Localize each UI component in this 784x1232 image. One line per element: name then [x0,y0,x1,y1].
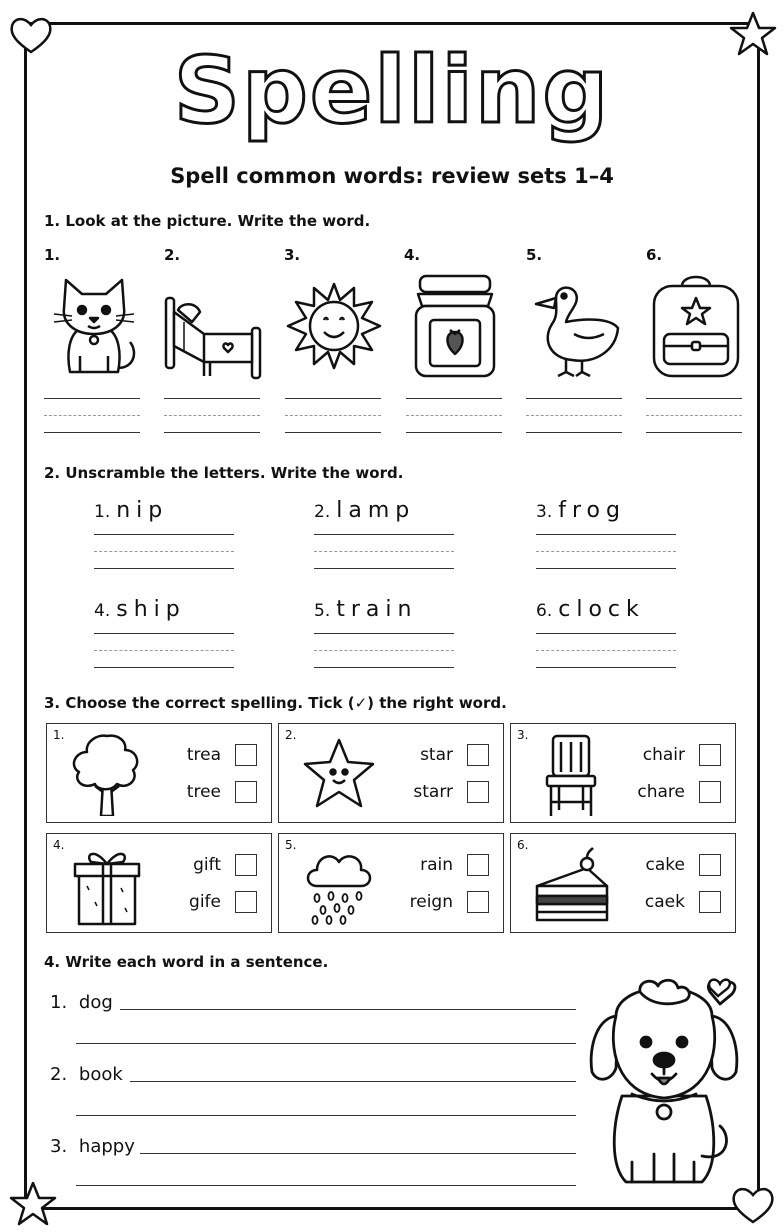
writing-line[interactable] [536,667,676,668]
writing-line[interactable] [646,415,742,416]
tick-checkbox[interactable] [467,781,489,803]
writing-line[interactable] [44,432,140,433]
item-number: 5. [314,601,331,621]
writing-line[interactable] [94,633,234,634]
cat-icon [44,272,144,382]
writing-line[interactable] [406,432,502,433]
scrambled-letters: frog [558,498,626,523]
spelling-option-text: trea [186,745,221,765]
writing-line[interactable] [526,398,622,399]
writing-line[interactable] [164,432,260,433]
choice-box [46,723,272,823]
writing-line[interactable] [120,1009,576,1010]
writing-line[interactable] [406,398,502,399]
scrambled-letters: lamp [336,498,416,523]
writing-line[interactable] [94,650,234,651]
duck-icon [526,272,626,382]
unscramble-item [94,597,244,622]
writing-line[interactable] [526,432,622,433]
jam-jar-icon [404,272,504,382]
writing-line[interactable] [76,1115,576,1116]
tick-checkbox[interactable] [467,854,489,876]
item-number: 2. [285,728,297,742]
spelling-option-text: rain [420,855,453,875]
heart-icon [730,1184,776,1226]
chair-icon [531,732,611,816]
writing-line[interactable] [314,568,454,569]
item-number: 3. [50,1136,68,1157]
item-number: 1. [50,992,68,1013]
section-4-title: 4. Write each word in a sentence. [44,953,329,971]
writing-line[interactable] [314,667,454,668]
picture-item [646,246,756,264]
writing-line[interactable] [646,432,742,433]
scrambled-letters: nip [116,498,169,523]
writing-line[interactable] [76,1043,576,1044]
item-number: 1. [53,728,65,742]
item-number: 4. [94,601,111,621]
tick-checkbox[interactable] [699,781,721,803]
writing-line[interactable] [406,415,502,416]
spelling-option-text: tree [186,782,221,802]
item-number: 2. [50,1064,68,1085]
tick-checkbox[interactable] [699,744,721,766]
item-number: 5. [526,246,543,264]
page-title: Spelling [173,37,611,144]
tick-checkbox[interactable] [467,744,489,766]
writing-line[interactable] [76,1185,576,1186]
item-number: 3. [536,502,553,522]
tick-checkbox[interactable] [699,854,721,876]
writing-line[interactable] [285,432,381,433]
writing-line[interactable] [536,568,676,569]
backpack-icon [646,272,746,382]
rain-cloud-icon [299,842,379,926]
item-number: 6. [517,838,529,852]
item-number: 1. [94,502,111,522]
writing-line[interactable] [94,534,234,535]
tick-checkbox[interactable] [699,891,721,913]
item-number: 6. [536,601,553,621]
writing-line[interactable] [314,551,454,552]
spelling-option-text: gift [193,855,221,875]
tick-checkbox[interactable] [235,781,257,803]
choice-box [510,833,736,933]
item-number: 2. [164,246,181,264]
sentence-item [50,992,113,1013]
picture-item [404,246,514,264]
unscramble-item [94,498,244,523]
sentence-word: book [78,1064,123,1085]
spelling-option-text: cake [645,855,685,875]
writing-line[interactable] [536,551,676,552]
unscramble-item [314,498,464,523]
section-1-title: 1. Look at the picture. Write the word. [44,212,371,230]
tree-icon [67,732,147,816]
gift-icon [67,842,147,926]
item-number: 3. [517,728,529,742]
tick-checkbox[interactable] [235,744,257,766]
picture-item [284,246,394,264]
tick-checkbox[interactable] [235,891,257,913]
spelling-option-text: reign [409,892,453,912]
item-number: 6. [646,246,663,264]
item-number: 4. [404,246,421,264]
spelling-option-text: chare [637,782,685,802]
section-3-title: 3. Choose the correct spelling. Tick (✓) the right word. [44,694,507,712]
writing-line[interactable] [536,633,676,634]
writing-line[interactable] [285,415,381,416]
puppy-icon [582,976,752,1186]
picture-item [164,246,274,264]
writing-line[interactable] [536,534,676,535]
sun-icon [284,272,384,382]
picture-item [44,246,154,264]
writing-line[interactable] [140,1153,576,1154]
spelling-option-text: star [420,745,453,765]
item-number: 4. [53,838,65,852]
spelling-option-text: chair [642,745,685,765]
writing-line[interactable] [130,1081,576,1082]
section-2-title: 2. Unscramble the letters. Write the word. [44,464,404,482]
star-icon [299,732,379,816]
choice-box [510,723,736,823]
writing-line[interactable] [44,415,140,416]
page-subtitle: Spell common words: review sets 1–4 [170,164,614,188]
choice-box [278,833,504,933]
writing-line[interactable] [314,633,454,634]
writing-line[interactable] [285,398,381,399]
unscramble-item [536,597,686,622]
writing-line[interactable] [44,398,140,399]
writing-line[interactable] [314,534,454,535]
scrambled-letters: clock [558,597,645,622]
item-number: 2. [314,502,331,522]
unscramble-item [536,498,686,523]
writing-line[interactable] [94,568,234,569]
item-number: 3. [284,246,301,264]
tick-checkbox[interactable] [467,891,489,913]
writing-line[interactable] [314,650,454,651]
scrambled-letters: train [336,597,418,622]
star-icon [8,1180,58,1228]
choice-box [46,833,272,933]
cake-icon [531,842,611,926]
scrambled-letters: ship [116,597,186,622]
spelling-option-text: starr [413,782,453,802]
choice-box [278,723,504,823]
picture-item [526,246,636,264]
item-number: 1. [44,246,61,264]
writing-line[interactable] [526,415,622,416]
writing-line[interactable] [646,398,742,399]
writing-line[interactable] [164,398,260,399]
sentence-word: dog [78,992,113,1013]
writing-line[interactable] [536,650,676,651]
writing-line[interactable] [94,667,234,668]
sentence-word: happy [78,1136,135,1157]
tick-checkbox[interactable] [235,854,257,876]
item-number: 5. [285,838,297,852]
sentence-item [50,1136,135,1157]
sentence-item [50,1064,123,1085]
unscramble-item [314,597,464,622]
writing-line[interactable] [94,551,234,552]
spelling-option-text: caek [644,892,685,912]
writing-line[interactable] [164,415,260,416]
spelling-option-text: gife [189,892,221,912]
bed-icon [164,272,264,382]
